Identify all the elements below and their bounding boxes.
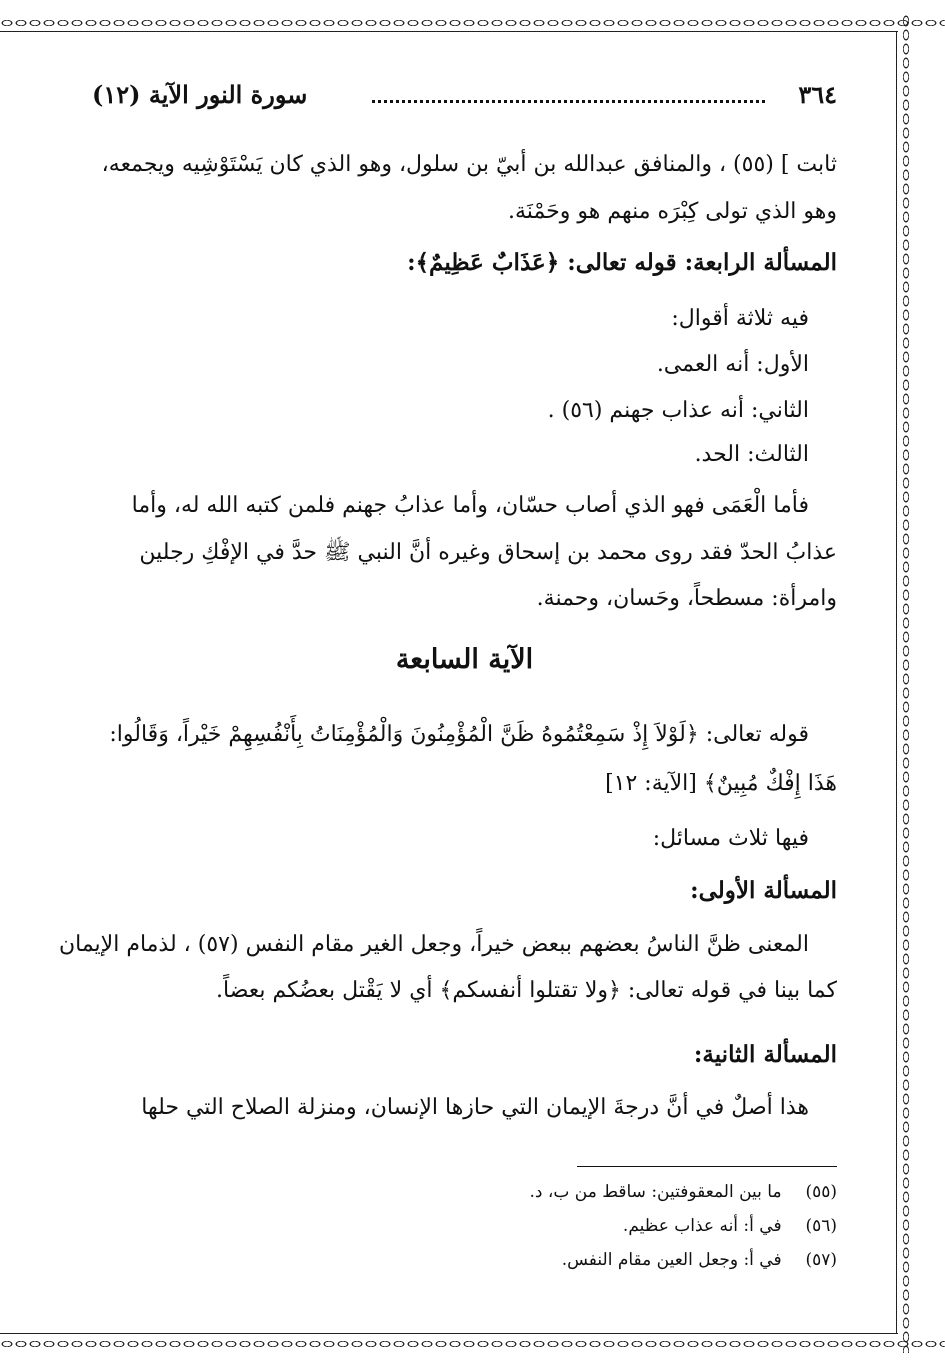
- section-heading-fourth-issue: المسألة الرابعة: قوله تعالى: ﴿عَذَابٌ عَظِيمٌ﴾:: [407, 249, 837, 276]
- decorative-border-top: [0, 14, 945, 32]
- text-line: كما بينا في قوله تعالى: ﴿ولا تقتلوا أنفسكم﴾ أي لا يَقْتل بعضُكم بعضاً.: [216, 978, 837, 1003]
- text-line: فيه ثلاثة أقوال:: [671, 306, 809, 331]
- footnote: [92, 1248, 837, 1272]
- book-page: [58, 70, 837, 1320]
- border-rule-bottom: [0, 1333, 898, 1334]
- text-line: وامرأة: مسطحاً، وحَسان، وحمنة.: [536, 586, 837, 611]
- header-dot-leader: [372, 82, 765, 103]
- list-item: الثاني: أنه عذاب جهنم (٥٦) .: [547, 398, 809, 423]
- page-number: ٣٦٤: [798, 80, 837, 109]
- footnote-number: (٥٦): [805, 1216, 837, 1236]
- verse-line: هَذَا إِفْكٌ مُبِينٌ﴾ [الآية: ١٢]: [605, 771, 837, 796]
- footnote: [92, 1180, 837, 1204]
- text-line: فيها ثلاث مسائل:: [652, 826, 809, 851]
- section-heading-second-issue: المسألة الثانية:: [693, 1041, 837, 1068]
- footnote-separator: [577, 1166, 837, 1167]
- verse-line: قوله تعالى: ﴿لَوْلاَ إِذْ سَمِعْتُمُوهُ ظَنَّ الْمُؤْمِنُونَ وَالْمُؤْمِنَاتُ بِأَنْفُسِهِمْ خَيْراً، وَقَالُوا:: [109, 722, 809, 747]
- list-item: الأول: أنه العمى.: [656, 352, 809, 377]
- border-rule-top: [0, 31, 898, 32]
- text-line: وهو الذي تولى كِبْرَه منهم هو وحَمْنَة.: [508, 199, 837, 224]
- border-rule-right: [896, 31, 897, 1333]
- decorative-border-right: [897, 14, 915, 1353]
- section-heading-first-issue: المسألة الأولى:: [690, 877, 837, 904]
- list-item: الثالث: الحد.: [694, 442, 809, 467]
- footnote-text: في أ: أنه عذاب عظيم.: [622, 1216, 782, 1236]
- footnote: [92, 1214, 837, 1238]
- footnote-number: (٥٥): [805, 1182, 837, 1202]
- header-title: سورة النور الآية (١٢): [92, 80, 308, 109]
- footnote-number: (٥٧): [805, 1250, 837, 1270]
- footnote-text: ما بين المعقوفتين: ساقط من ب، د.: [529, 1182, 782, 1202]
- decorative-border-bottom: [0, 1335, 945, 1353]
- text-line: عذابُ الحدّ فقد روى محمد بن إسحاق وغيره أنَّ النبي ﷺ حدَّ في الإفْكِ رجلين: [139, 540, 837, 565]
- running-header: [92, 80, 837, 114]
- text-line: ثابت ] (٥٥) ، والمنافق عبدالله بن أبيّ بن سلول، وهو الذي كان يَسْتَوْشِيه ويجمعه،: [101, 152, 837, 177]
- text-line: المعنى ظنَّ الناسُ بعضهم ببعض خيراً، وجعل الغير مقام النفس (٥٧) ، لذمام الإيمان: [58, 932, 809, 957]
- footnote-text: في أ: وجعل العين مقام النفس.: [561, 1250, 782, 1270]
- text-line: فأما الْعَمَى فهو الذي أصاب حسّان، وأما عذابُ جهنم فلمن كتبه الله له، وأما: [131, 493, 809, 518]
- section-title: الآية السابعة: [395, 644, 534, 675]
- text-line: هذا أصلٌ في أنَّ درجةَ الإيمان التي حازها الإنسان، ومنزلة الصلاح التي حلها: [141, 1095, 809, 1120]
